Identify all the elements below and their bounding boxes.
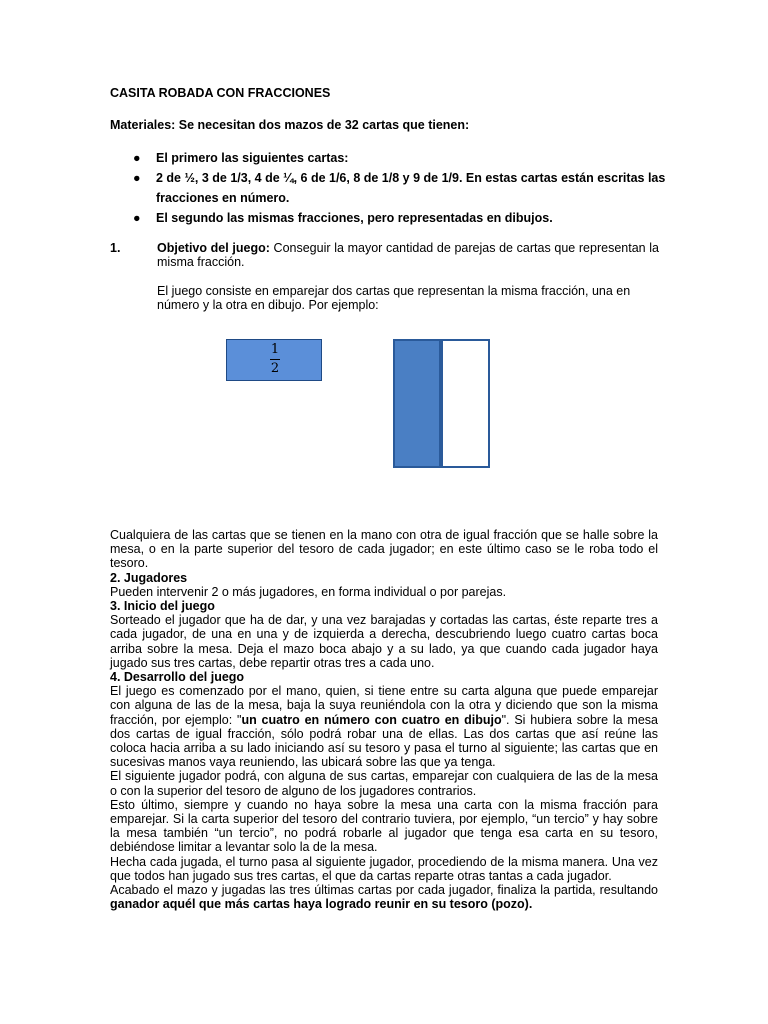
text-run: ". Si hubiera sobre la mesa dos cartas de igual fracción, sólo podrá robar una de ellas. Las dos cartas que así reúne las coloca hacia arriba a su lado iniciando así su tesoro y pasa el turno al siguiente; las cartas que en sucesivas manos vaya reuniendo, las ubicará sobre las que ya tenga.: [110, 712, 658, 770]
list-item-text: 2 de ½, 3 de 1/3, 4 de ¼, 6 de 1/6, 8 de 1/8 y 9 de 1/9. En estas cartas están escritas las fracciones en número.: [156, 171, 666, 205]
fraction-number-card: [226, 339, 322, 381]
list-item: [110, 148, 670, 168]
paragraph-final: [110, 883, 658, 911]
list-item-text: El segundo las mismas fracciones, pero representadas en dibujos.: [156, 211, 553, 225]
section-number: 1.: [110, 241, 121, 255]
fraction-bar: [270, 359, 280, 360]
bullet-icon: ●: [133, 171, 141, 185]
paragraph-desarrollo: [110, 684, 658, 769]
list-item: [110, 208, 670, 228]
heading-jugadores: 2. Jugadores: [110, 570, 188, 585]
winner-phrase: ganador aquél que más cartas haya logrado reunir en su tesoro (pozo).: [110, 897, 533, 912]
bullet-icon: ●: [133, 211, 141, 225]
paragraph-siguiente: El siguiente jugador podrá, con alguna de sus cartas, emparejar con cualquiera de las de la mesa o con la superior del tesoro de alguno de los jugadores contrarios.: [110, 769, 658, 798]
objective-text: Conseguir la mayor cantidad de parejas de cartas que representan la misma fracción.: [157, 241, 659, 270]
heading-inicio: 3. Inicio del juego: [110, 599, 215, 614]
list-item-text: El primero las siguientes cartas:: [156, 151, 349, 165]
fraction-picture-card: [393, 339, 490, 468]
objective-example-paragraph: El juego consiste en emparejar dos cartas que representan la misma fracción, una en número y la otra en dibujo. Por ejemplo:: [157, 284, 631, 313]
paragraph-cualquiera: Cualquiera de las cartas que se tienen en la mano con otra de igual fracción que se halle sobre la mesa, o en la parte superior del tesoro de cada jugador; en este último caso se le roba todo el tesoro.: [110, 528, 658, 571]
shaded-half: [393, 339, 441, 468]
paragraph-esto: Esto último, siempre y cuando no haya sobre la mesa una carta con la misma fracción para emparejar. Si la carta superior del tesoro del contrario tuviera, por ejemplo, “un tercio” y hay sobre la mesa también “un tercio”, no podrá robarle al jugador que tenga esa carta en su tesoro, debiéndose limitar a levantar solo la de la mesa.: [110, 797, 658, 855]
paragraph-jugadores: Pueden intervenir 2 o más jugadores, en forma individual o por parejas.: [110, 584, 507, 599]
rules-body: [110, 528, 658, 911]
unshaded-half: [441, 339, 490, 468]
materials-line: Materiales: Se necesitan dos mazos de 32 cartas que tienen:: [110, 118, 470, 132]
heading-desarrollo: 4. Desarrollo del juego: [110, 670, 245, 685]
list-item: [110, 168, 670, 208]
objective-heading: Objetivo del juego:: [157, 241, 270, 255]
fraction-numerator: 1: [270, 342, 280, 357]
objective-paragraph: [157, 241, 659, 269]
paragraph-inicio: Sorteado el jugador que ha de dar, y una vez barajadas y cortadas las cartas, éste reparte tres a cada jugador, de una en una y de izquierda a derecha, descubriendo luego cuatro cartas boca arriba sobre la mesa. Deja el mazo boca abajo y a su lado, ya que cuando cada jugador haya jugado sus tres cartas, debe repartir otras tres a cada uno.: [110, 613, 658, 670]
document-title: CASITA ROBADA CON FRACCIONES: [110, 86, 331, 100]
text-run: El juego es comenzado por el mano, quien, si tiene entre su carta alguna que puede emparejar con alguna de las de la mesa, baja la suya reuniéndola con la otra y diciendo que son la misma fracción, por ejemplo: ": [110, 684, 658, 727]
text-run: Acabado el mazo y jugadas las tres últimas cartas por cada jugador, finaliza la partida, resultando: [110, 883, 658, 898]
fraction-denominator: 2: [270, 361, 280, 376]
bullet-icon: ●: [133, 151, 141, 165]
materials-list: [110, 148, 670, 228]
example-phrase: un cuatro en número con cuatro en dibujo: [241, 712, 502, 727]
paragraph-hecha: Hecha cada jugada, el turno pasa al siguiente jugador, procediendo de la misma manera. Una vez que todos han jugado sus tres cartas, el que da cartas reparte otras tantas a cada jugador.: [110, 854, 658, 883]
